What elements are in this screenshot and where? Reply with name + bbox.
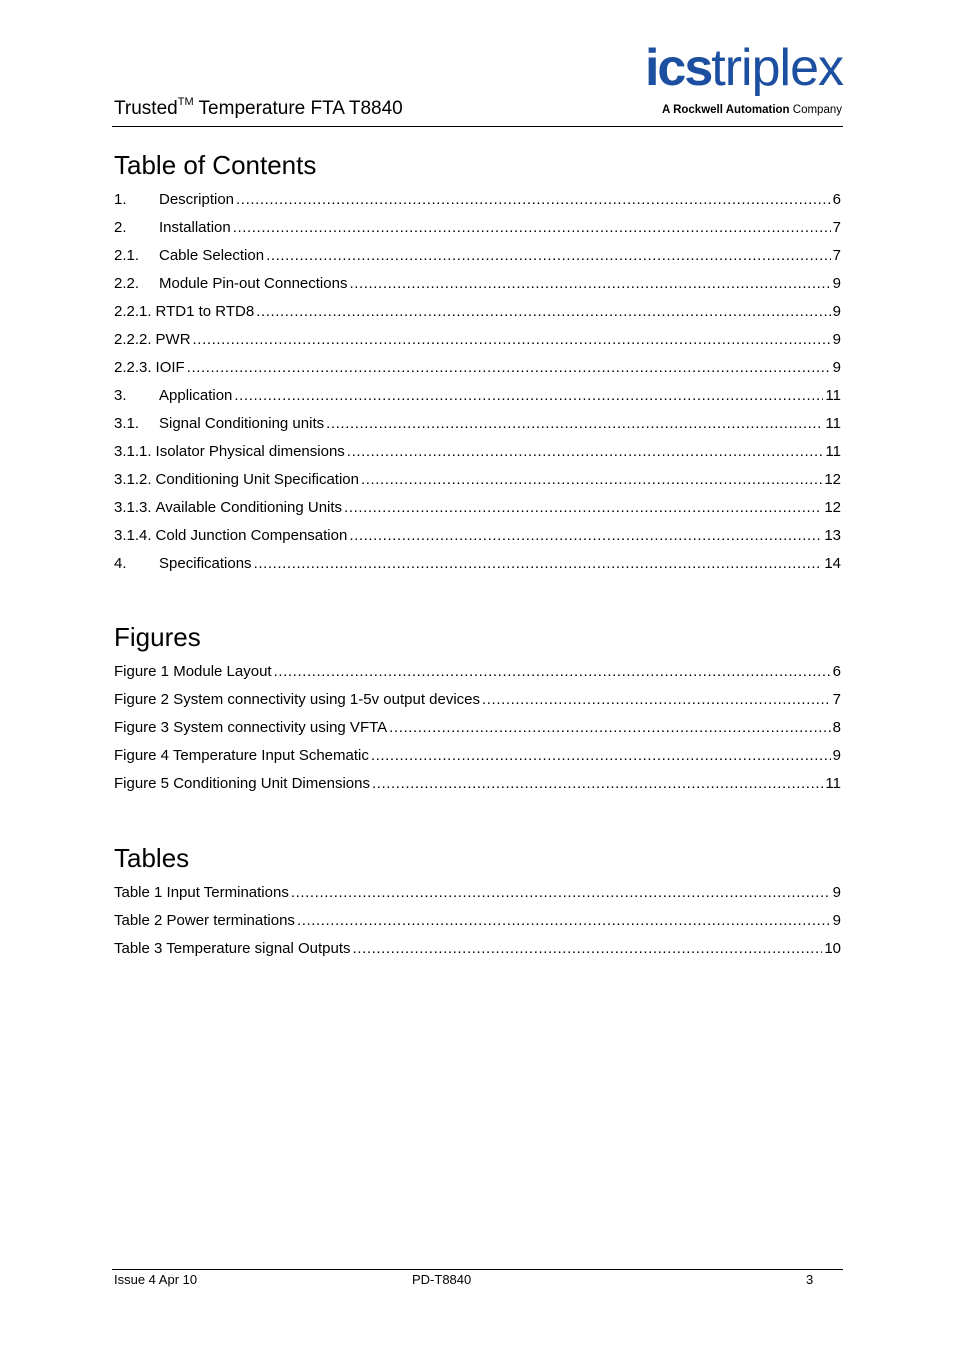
figure-entry [114,663,841,691]
entry-page-number: 9 [832,359,841,376]
entry-title: Cable Selection [159,247,265,264]
dot-leader [482,691,831,708]
entry-number: 2.1. [114,247,140,264]
toc-entry [114,275,841,303]
table-entry-link[interactable] [114,912,841,929]
entry-page-number: 7 [832,247,841,264]
dot-leader [326,415,823,432]
dot-leader [371,747,831,764]
toc-entry-link[interactable] [114,443,841,460]
entry-title: Table 3 Temperature signal Outputs [114,940,351,957]
dot-leader [193,331,831,348]
company-logo [610,40,844,122]
table-entry-link[interactable] [114,884,841,901]
dot-leader [291,884,831,901]
dot-leader [372,775,823,792]
figure-entry-link[interactable] [114,747,841,764]
figure-entry [114,747,841,775]
entry-title: PWR [155,331,191,348]
dot-leader [344,499,822,516]
toc-entry [114,499,841,527]
entry-page-number: 13 [824,527,841,544]
footer-divider [112,1269,843,1270]
title-brand: Trusted [114,98,178,119]
toc-entry-link[interactable] [114,247,841,264]
entry-number: 2.2.1. [114,303,152,320]
logo-word-triplex: triplex [711,39,843,97]
toc-entry [114,527,841,555]
dot-leader [233,219,831,236]
entry-page-number: 6 [832,191,841,208]
toc-entry [114,359,841,387]
entry-page-number: 6 [832,663,841,680]
dot-leader [187,359,831,376]
toc-entry [114,303,841,331]
toc-entry [114,471,841,499]
entry-number: 2.2.3. [114,359,152,376]
entry-number: 1. [114,191,127,208]
dot-leader [256,303,830,320]
dot-leader [274,663,831,680]
entry-number: 3.1.4. [114,527,152,544]
entry-page-number: 12 [824,471,841,488]
entry-page-number: 9 [832,331,841,348]
toc-entry-link[interactable] [114,387,841,404]
entry-page-number: 9 [832,303,841,320]
toc-list [114,191,841,583]
entry-number: 3. [114,387,127,404]
logo-wordmark [644,39,843,97]
entry-number: 3.1.2. [114,471,152,488]
entry-page-number: 9 [832,747,841,764]
toc-entry-link[interactable] [114,275,841,292]
table-entry-link[interactable] [114,940,841,957]
entry-page-number: 11 [825,415,841,432]
entry-number: 3.1. [114,415,140,432]
toc-entry [114,191,841,219]
entry-page-number: 9 [832,275,841,292]
toc-entry-link[interactable] [114,303,841,320]
entry-title: Specifications [159,555,252,572]
toc-entry-link[interactable] [114,219,841,236]
toc-entry-link[interactable] [114,331,841,348]
dot-leader [347,443,824,460]
entry-title: Figure 5 Conditioning Unit Dimensions [114,775,370,792]
toc-entry-link[interactable] [114,499,841,516]
dot-leader [266,247,831,264]
entry-number: 3.1.1. [114,443,152,460]
entry-title: Isolator Physical dimensions [155,443,345,460]
dot-leader [254,555,823,572]
figure-entry [114,691,841,719]
figure-entry-link[interactable] [114,663,841,680]
entry-page-number: 8 [832,719,841,736]
dot-leader [234,387,823,404]
entry-title: RTD1 to RTD8 [155,303,255,320]
footer-issue: Issue 4 Apr 10 [114,1272,198,1287]
entry-page-number: 11 [825,387,841,404]
figure-entry [114,775,841,803]
entry-page-number: 7 [832,219,841,236]
entry-title: Description [159,191,235,208]
entry-page-number: 12 [824,499,841,516]
dot-leader [361,471,822,488]
table-entry [114,884,841,912]
entry-number: 2.2. [114,275,140,292]
table-entry [114,912,841,940]
toc-entry [114,415,841,443]
entry-title: Conditioning Unit Specification [155,471,359,488]
logo-tagline-light: Company [789,104,842,116]
entry-title: IOIF [155,359,185,376]
entry-title: Table 2 Power terminations [114,912,295,929]
logo-tagline-bold: A Rockwell Automation [662,104,790,116]
footer-doc-id: PD-T8840 [412,1272,472,1287]
header-divider [112,126,843,127]
entry-page-number: 7 [832,691,841,708]
tables-heading: Tables [114,843,190,873]
entry-page-number: 11 [825,443,841,460]
entry-title: Application [159,387,233,404]
toc-entry-link[interactable] [114,415,841,432]
dot-leader [349,527,822,544]
dot-leader [236,191,831,208]
entry-title: Figure 3 System connectivity using VFTA [114,719,388,736]
toc-entry [114,331,841,359]
toc-entry-link[interactable] [114,555,841,572]
entry-title: Installation [159,219,231,236]
entry-title: Table 1 Input Terminations [114,884,289,901]
footer-page-number: 3 [806,1272,814,1287]
logo-word-ics: ics [644,39,712,97]
entry-number: 3.1.3. [114,499,152,516]
title-product: Temperature FTA T8840 [193,98,403,119]
toc-entry-link[interactable] [114,191,841,208]
figure-entry-link[interactable] [114,691,841,708]
tables-list [114,884,841,968]
toc-entry [114,247,841,275]
document-title [114,98,403,120]
figure-entry-link[interactable] [114,775,841,792]
entry-page-number: 9 [832,884,841,901]
entry-page-number: 10 [824,940,841,957]
entry-title: Figure 2 System connectivity using 1-5v output devices [114,691,481,708]
dot-leader [297,912,831,929]
entry-title: Signal Conditioning units [159,415,325,432]
trademark-mark: TM [177,96,194,108]
toc-entry-link[interactable] [114,527,841,544]
toc-entry [114,387,841,415]
entry-title: Cold Junction Compensation [155,527,348,544]
figures-heading: Figures [114,622,201,652]
dot-leader [389,719,830,736]
figure-entry-link[interactable] [114,719,841,736]
entry-title: Figure 1 Module Layout [114,663,272,680]
logo-tagline [662,104,842,116]
entry-title: Available Conditioning Units [155,499,343,516]
toc-entry [114,219,841,247]
toc-entry [114,443,841,471]
dot-leader [353,940,823,957]
entry-number: 4. [114,555,127,572]
entry-number: 2. [114,219,127,236]
toc-entry-link[interactable] [114,471,841,488]
toc-entry-link[interactable] [114,359,841,376]
entry-number: 2.2.2. [114,331,152,348]
entry-page-number: 14 [824,555,841,572]
figure-entry [114,719,841,747]
toc-entry [114,555,841,583]
toc-heading: Table of Contents [114,150,317,180]
figures-list [114,663,841,803]
entry-page-number: 11 [825,775,841,792]
entry-page-number: 9 [832,912,841,929]
table-entry [114,940,841,968]
entry-title: Figure 4 Temperature Input Schematic [114,747,369,764]
entry-title: Module Pin-out Connections [159,275,348,292]
dot-leader [349,275,830,292]
